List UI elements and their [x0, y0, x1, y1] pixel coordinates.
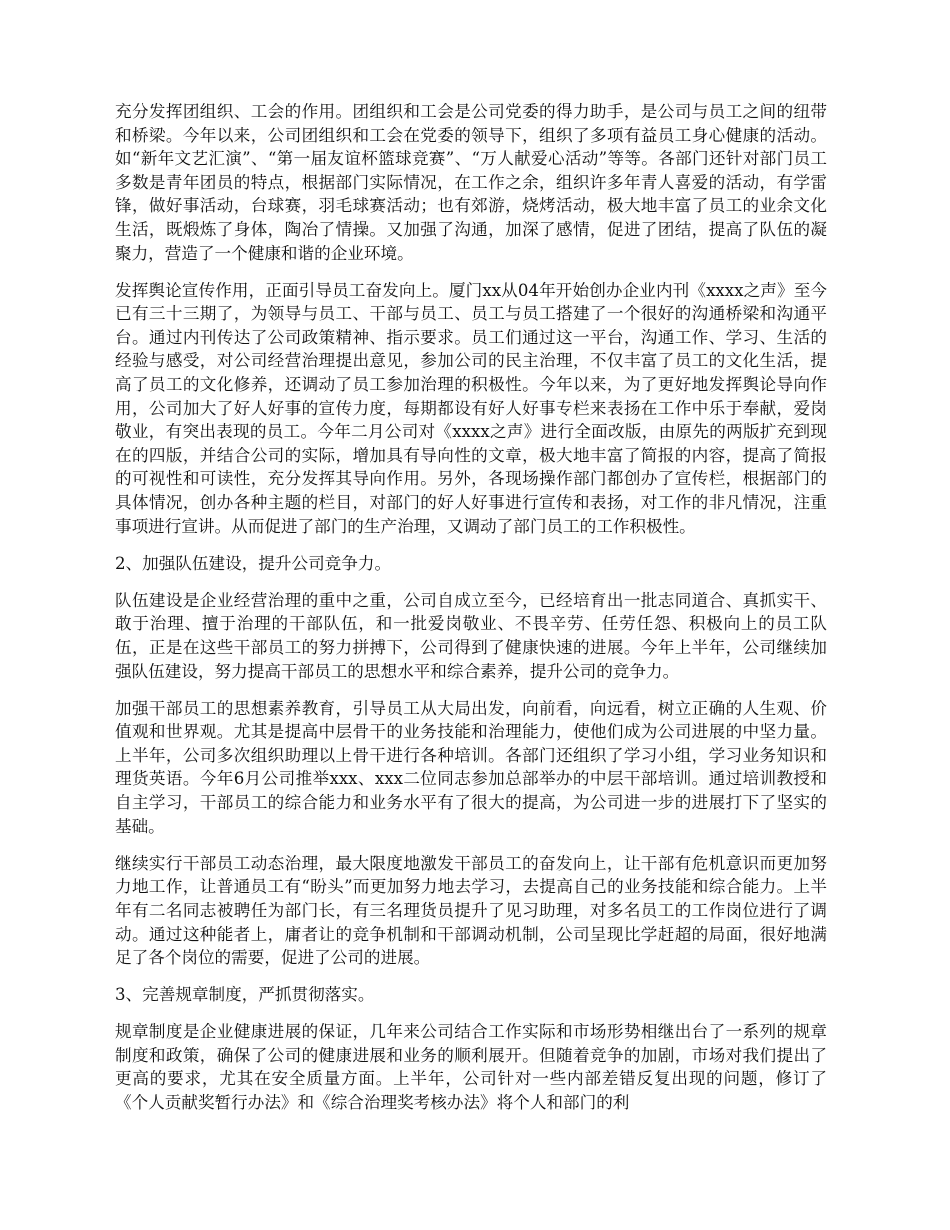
paragraph-team-building: 队伍建设是企业经营治理的重中之重，公司自成立至今，已经培育出一批志同道合、真抓实干、敢于治理、擅于治理的干部队伍，和一批爱岗敬业、不畏辛劳、任劳任怨、积极向上的员工队伍，正是在这些干部员工的努力拼搏下，公司得到了健康快速的进展。今年上半年，公司继续加强队伍建设，努力提高干部员工的思想水平和综合素养，提升公司的竞争力。: [115, 590, 827, 681]
paragraph-union-role: 充分发挥团组织、工会的作用。团组织和工会是公司党委的得力助手，是公司与员工之间的纽带和桥梁。今年以来，公司团组织和工会在党委的领导下，组织了多项有益员工身心健康的活动。如“新年文艺汇演”、“第一届友谊杯篮球竞赛”、“万人献爱心活动”等等。各部门还针对部门员工多数是青年团员的特点，根据部门实际情况，在工作之余，组织许多年青人喜爱的活动，有学雷锋，做好事活动，台球赛，羽毛球赛活动；也有郊游，烧烤活动，极大地丰富了员工的业余文化生活，既煅炼了身体，陶冶了情操。又加强了沟通，加深了感情，促进了团结，提高了队伍的凝聚力，营造了一个健康和谐的企业环境。: [115, 102, 827, 263]
paragraph-publicity: 发挥舆论宣传作用，正面引导员工奋发向上。厦门xx从04年开始创办企业内刊《xxxx之声》至今已有三十三期了，为领导与员工、干部与员工、员工与员工搭建了一个很好的沟通桥梁和沟通平台。通过内刊传达了公司政策精神、指示要求。员工们通过这一平台，沟通工作、学习、生活的经验与感受，对公司经营治理提出意见，参加公司的民主治理，不仅丰富了员工的文化生活，提高了员工的文化修养，还调动了员工参加治理的积极性。今年以来，为了更好地发挥舆论导向作用，公司加大了好人好事的宣传力度，每期都设有好人好事专栏来表扬在工作中乐于奉献，爱岗敬业，有突出表现的员工。今年二月公司对《xxxx之声》进行全面改版，由原先的两版扩充到现在的四版，并结合公司的实际，增加具有导向性的文章，极大地丰富了简报的内容，提高了简报的可视性和可读性，充分发挥其导向作用。另外，各现场操作部门都创办了宣传栏，根据部门的具体情况，创办各种主题的栏目，对部门的好人好事进行宣传和表扬，对工作的非凡情况，注重事项进行宣讲。从而促进了部门的生产治理，又调动了部门员工的工作积极性。: [115, 280, 827, 536]
paragraph-dynamic-management: 继续实行干部员工动态治理，最大限度地激发干部员工的奋发向上，让干部有危机意识而更加努力地工作，让普通员工有“盼头”而更加努力地去学习，去提高自己的业务技能和综合能力。上半年有二名同志被聘任为部门长，有三名理货员提升了见习助理，对多名员工的工作岗位进行了调动。通过这种能者上，庸者让的竞争机制和干部调动机制，公司呈现比学赶超的局面，很好地满足了各个岗位的需要，促进了公司的进展。: [115, 853, 827, 968]
paragraph-regulations: 规章制度是企业健康进展的保证，几年来公司结合工作实际和市场形势相继出台了一系列的规章制度和政策，确保了公司的健康进展和业务的顺利展开。但随着竞争的加剧，市场对我们提出了更高的要求，尤其在安全质量方面。上半年，公司针对一些内部差错反复出现的问题，修订了《个人贡献奖暂行办法》和《综合治理奖考核办法》将个人和部门的利: [115, 1022, 827, 1113]
section-heading-team-building: 2、加强队伍建设，提升公司竞争力。: [115, 553, 392, 573]
document-page: [115, 100, 827, 1128]
paragraph-training: 加强干部员工的思想素养教育，引导员工从大局出发，向前看，向远看，树立正确的人生观、价值观和世界观。尤其是提高中层骨干的业务技能和治理能力，使他们成为公司进展的中坚力量。上半年，公司多次组织助理以上骨干进行各种培训。各部门还组织了学习小组，学习业务知识和理货英语。今年6月公司推举xxx、xxx二位同志参加总部举办的中层干部培训。通过培训教授和自主学习，干部员工的综合能力和业务水平有了很大的提高，为公司进一步的进展打下了坚实的基础。: [115, 698, 827, 836]
section-heading-regulations: 3、完善规章制度，严抓贯彻落实。: [115, 985, 375, 1005]
